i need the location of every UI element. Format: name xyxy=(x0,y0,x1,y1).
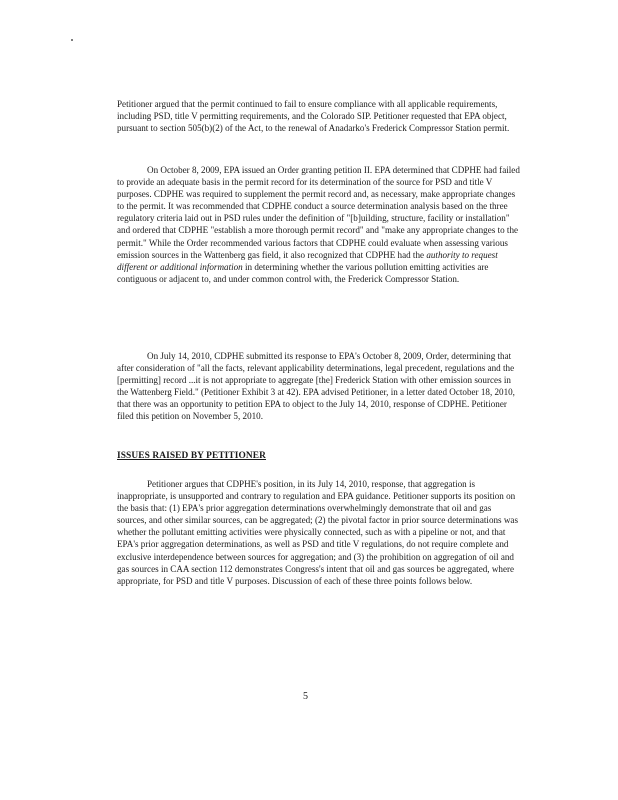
paragraph-cdphe-response: On July 14, 2010, CDPHE submitted its response to EPA's October 8, 2009, Order, determining that after consideration of "all the facts, relevant applicability determinations, legal precedent, regulations and the [permitting] record ...it is not appropriate to aggregate [the] Frederick Station with other emission sources in the Wattenberg Field." (Petitioner Exhibit 3 at 42). EPA advised Petitioner, in a letter dated October 18, 2010, that there was an opportunity to petition EPA to object to the July 14, 2010, response of CDPHE. Petitioner filed this petition on November 5, 2010. xyxy=(117,351,515,422)
paragraph-petitioner-argued: Petitioner argued that the permit continued to fail to ensure compliance with all applicable requirements, including PSD, title V permitting requirements, and the Colorado SIP. Petitioner requested that EPA object, pursuant to section 505(b)(2) of the Act, to the renewal of Anadarko's Frederick Compressor Station permit. xyxy=(117,99,510,134)
page-number: 5 xyxy=(303,691,308,702)
section-heading-issues: ISSUES RAISED BY PETITIONER xyxy=(117,451,267,461)
paragraph-petitioner-argues: Petitioner argues that CDPHE's position, in its July 14, 2010, response, that aggregation is inappropriate, is unsupported and contrary to regulation and EPA guidance. Petitioner supports its position on the basis that: (1) EPA's prior aggregation determinations overwhelmingly demonstrate that oil and gas sources, and other similar sources, can be aggregated; (2) the pivotal factor in prior source determinations was whether the pollutant emitting activities were physically connected, such as with a pipeline or not, and that EPA's prior aggregation determinations, as well as PSD and title V regulations, do not require complete and exclusive interdependence between sources for aggregation; and (3) the prohibition on aggregation of oil and gas sources in CAA section 112 demonstrates Congress's intent that oil and gas sources be aggregated, where appropriate, for PSD and title V purposes. Discussion of each of these three points follows below. xyxy=(117,479,518,586)
paragraph-2-text: On October 8, 2009, EPA issued an Order granting petition II. EPA determined that CDPHE had failed to provide an adequate basis in the permit record for its determination of the source for PSD and title V purposes. CDPHE was required to supplement the permit record and, as necessary, make appropriate changes to the permit. It was recommended that CDPHE conduct a source determination analysis based on the three regulatory criteria laid out in PSD rules under the definition of "[b]uilding, structure, facility or installation" and ordered that CDPHE "establish a more thorough permit record" and "make any appropriate changes to the permit." While the Order recommended various factors that CDPHE could evaluate when assessing various emission sources in the Wattenberg gas field, it also recognized that CDPHE had the xyxy=(117,165,520,260)
scan-speck xyxy=(71,39,73,41)
paragraph-2-text-end: in determining whether the various pollution emitting activities are contiguous or adjacent to, and under common control with, the Frederick Compressor Station. xyxy=(117,261,489,284)
paragraph-october-order xyxy=(117,164,521,285)
paragraph-2-italic-text: authority to request different or additional information xyxy=(117,249,498,272)
